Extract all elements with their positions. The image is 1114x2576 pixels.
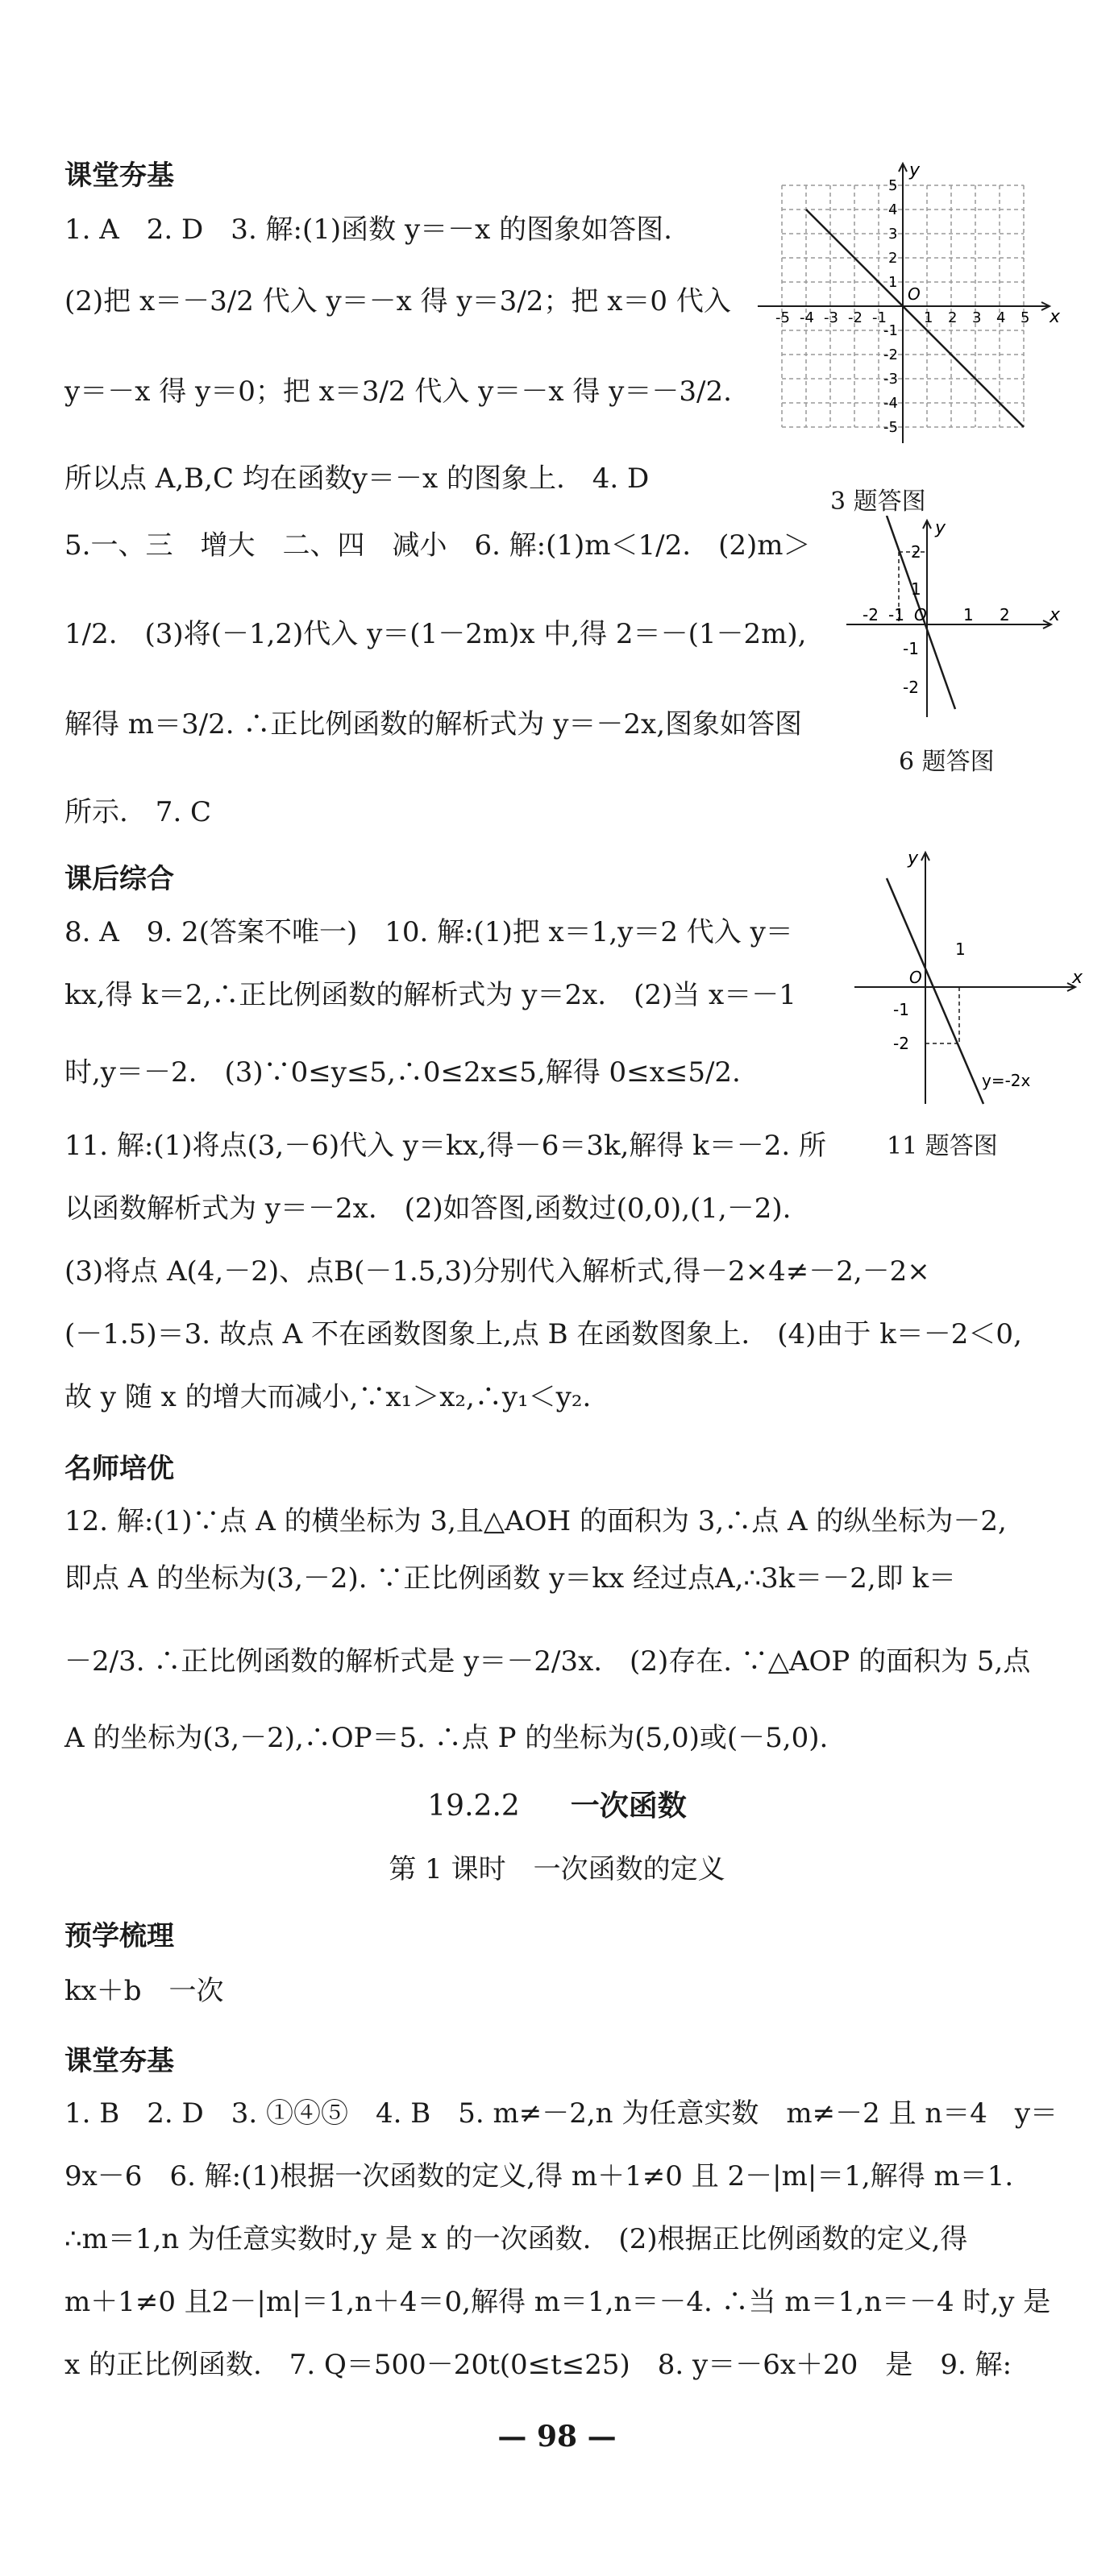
answer-line: 12. 解:(1)∵点 A 的横坐标为 3,且△AOH 的面积为 3,∴点 A 的纵坐标为－2, (64, 1505, 1007, 1537)
x-axis-label: x (1072, 968, 1083, 988)
origin-label: O (908, 284, 921, 304)
answer-line: ∴m＝1,n 为任意实数时,y 是 x 的一次函数. (2)根据正比例函数的定义,得 (64, 2223, 968, 2255)
y-tick: -2 (903, 678, 919, 697)
x-tick: -4 (800, 309, 814, 326)
figure-3-caption: 3 题答图 (830, 487, 926, 516)
x-tick: 2 (1000, 605, 1010, 624)
origin-label: O (909, 968, 922, 987)
x-tick: -2 (863, 605, 879, 624)
section-heading-kehou: 课后综合 (64, 863, 174, 895)
figure-3-graph (750, 161, 1072, 451)
y-tick: -5 (883, 419, 898, 436)
answer-line: 1. B 2. D 3. ①④⑤ 4. B 5. m≠－2,n 为任意实数 m≠－2 且 n＝4 y＝ (64, 2097, 1058, 2130)
y-tick: 3 (888, 226, 898, 243)
x-tick: -3 (824, 309, 838, 326)
answer-line: 解得 m＝3/2. ∴正比例函数的解析式为 y＝－2x,图象如答图 (64, 708, 803, 740)
answer-line: (3)将点 A(4,－2)、点B(－1.5,3)分别代入解析式,得－2×4≠－2,－2× (64, 1255, 930, 1288)
function-line (887, 878, 983, 1104)
function-line (806, 209, 1024, 427)
answer-line: 以函数解析式为 y＝－2x. (2)如答图,函数过(0,0),(1,－2). (64, 1193, 792, 1225)
answer-line: 5.一、三 增大 二、四 减小 6. 解:(1)m＜1/2. (2)m＞ (64, 529, 811, 562)
x-axis-label: x (1050, 307, 1061, 327)
y-axis-label: y (908, 848, 919, 869)
y-axis-label: y (909, 161, 921, 180)
answer-line: kx,得 k＝2,∴正比例函数的解析式为 y＝2x. (2)当 x＝－1 (64, 979, 796, 1011)
answer-line: 所以点 A,B,C 均在函数y＝－x 的图象上. 4. D (64, 463, 650, 495)
axes (854, 852, 1075, 1104)
x-tick: -2 (848, 309, 863, 326)
x-tick-labels (863, 605, 1010, 624)
answer-line: (－1.5)＝3. 故点 A 不在函数图象上,点 B 在函数图象上. (4)由于 k＝－2＜0, (64, 1318, 1022, 1350)
section-heading-mingshi: 名师培优 (64, 1453, 174, 1485)
y-tick: -2 (893, 1034, 909, 1053)
answer-line: 时,y＝－2. (3)∵0≤y≤5,∴0≤2x≤5,解得 0≤x≤5/2. (64, 1056, 741, 1089)
answer-line: 8. A 9. 2(答案不唯一) 10. 解:(1)把 x＝1,y＝2 代入 y＝ (64, 916, 793, 948)
answer-line: 即点 A 的坐标为(3,－2). ∵正比例函数 y＝kx 经过点A,∴3k＝－2,即 k＝ (64, 1562, 957, 1595)
answer-line: －2/3. ∴正比例函数的解析式是 y＝－2/3x. (2)存在. ∵△AOP 的面积为 5,点 (64, 1645, 1031, 1678)
figure-6-caption: 6 题答图 (899, 748, 995, 776)
origin-label: O (914, 605, 927, 624)
y-tick: -3 (883, 371, 898, 388)
section-heading-ketang-2: 课堂夯基 (64, 2045, 174, 2077)
answer-line: 故 y 随 x 的增大而减小,∵x₁＞x₂,∴y₁＜y₂. (64, 1381, 592, 1413)
section-heading-yuxue: 预学梳理 (64, 1920, 174, 1952)
x-tick: -5 (775, 309, 790, 326)
y-tick: -1 (903, 639, 919, 658)
y-tick: 2 (888, 250, 898, 267)
answer-line: y＝－x 得 y＝0；把 x＝3/2 代入 y＝－x 得 y＝－3/2. (64, 375, 732, 408)
x-tick: 2 (948, 309, 958, 326)
x-tick: 3 (972, 309, 982, 326)
x-tick: 1 (963, 605, 974, 624)
x-axis-label: x (1050, 605, 1061, 625)
answer-line: kx＋b 一次 (64, 1975, 224, 2007)
y-tick: -1 (883, 322, 898, 339)
y-tick: 5 (888, 177, 898, 194)
x-tick: -1 (888, 605, 904, 624)
y-tick: 4 (888, 201, 898, 218)
figure-11-caption: 11 题答图 (887, 1132, 998, 1160)
answer-line: 所示. 7. C (64, 796, 212, 828)
y-axis-label: y (935, 518, 946, 538)
line-label: y=-2x (982, 1071, 1031, 1090)
answer-line: 9x－6 6. 解:(1)根据一次函数的定义,得 m＋1≠0 且 2－|m|＝1,解得 m＝1. (64, 2160, 1014, 2192)
x-tick: 5 (1020, 309, 1030, 326)
y-tick: -1 (893, 1000, 909, 1019)
answer-line: 1/2. (3)将(－1,2)代入 y＝(1－2m)x 中,得 2＝－(1－2m), (64, 618, 807, 650)
y-tick: 1 (911, 579, 921, 599)
section-number: 19.2.2 (427, 1790, 520, 1823)
y-tick: -4 (883, 395, 898, 412)
x-tick: 1 (924, 309, 933, 326)
x-tick: -1 (872, 309, 887, 326)
answer-line: A 的坐标为(3,－2),∴OP＝5. ∴点 P 的坐标为(5,0)或(－5,0). (64, 1722, 829, 1754)
y-tick: 1 (888, 274, 898, 291)
answer-line: 11. 解:(1)将点(3,－6)代入 y＝kx,得－6＝3k,解得 k＝－2. 所 (64, 1130, 827, 1162)
y-tick: -2 (883, 346, 898, 363)
section-heading-ketang: 课堂夯基 (64, 160, 174, 192)
section-name: 一次函数 (570, 1790, 687, 1823)
answer-line: x 的正比例函数. 7. Q＝500－20t(0≤t≤25) 8. y＝－6x＋20 是 9. 解: (64, 2349, 1012, 2381)
lesson-title: 第 1 课时 一次函数的定义 (389, 1853, 725, 1885)
figure-6-graph (838, 516, 1064, 725)
answer-line: m＋1≠0 且2－|m|＝1,n＋4＝0,解得 m＝1,n＝－4. ∴当 m＝1,n＝－4 时,y 是 (64, 2286, 1051, 2318)
x-tick: 4 (996, 309, 1006, 326)
section-title (0, 1783, 1114, 1824)
axes (758, 164, 1050, 443)
answer-line: 1. A 2. D 3. 解:(1)函数 y＝－x 的图象如答图. (64, 214, 672, 246)
x-tick: 1 (955, 940, 966, 959)
page-number: — 98 — (497, 2420, 617, 2454)
y-tick: 2 (911, 542, 921, 562)
answer-line: (2)把 x＝－3/2 代入 y＝－x 得 y＝3/2；把 x＝0 代入 (64, 285, 731, 317)
figure-11-graph (854, 846, 1088, 1112)
